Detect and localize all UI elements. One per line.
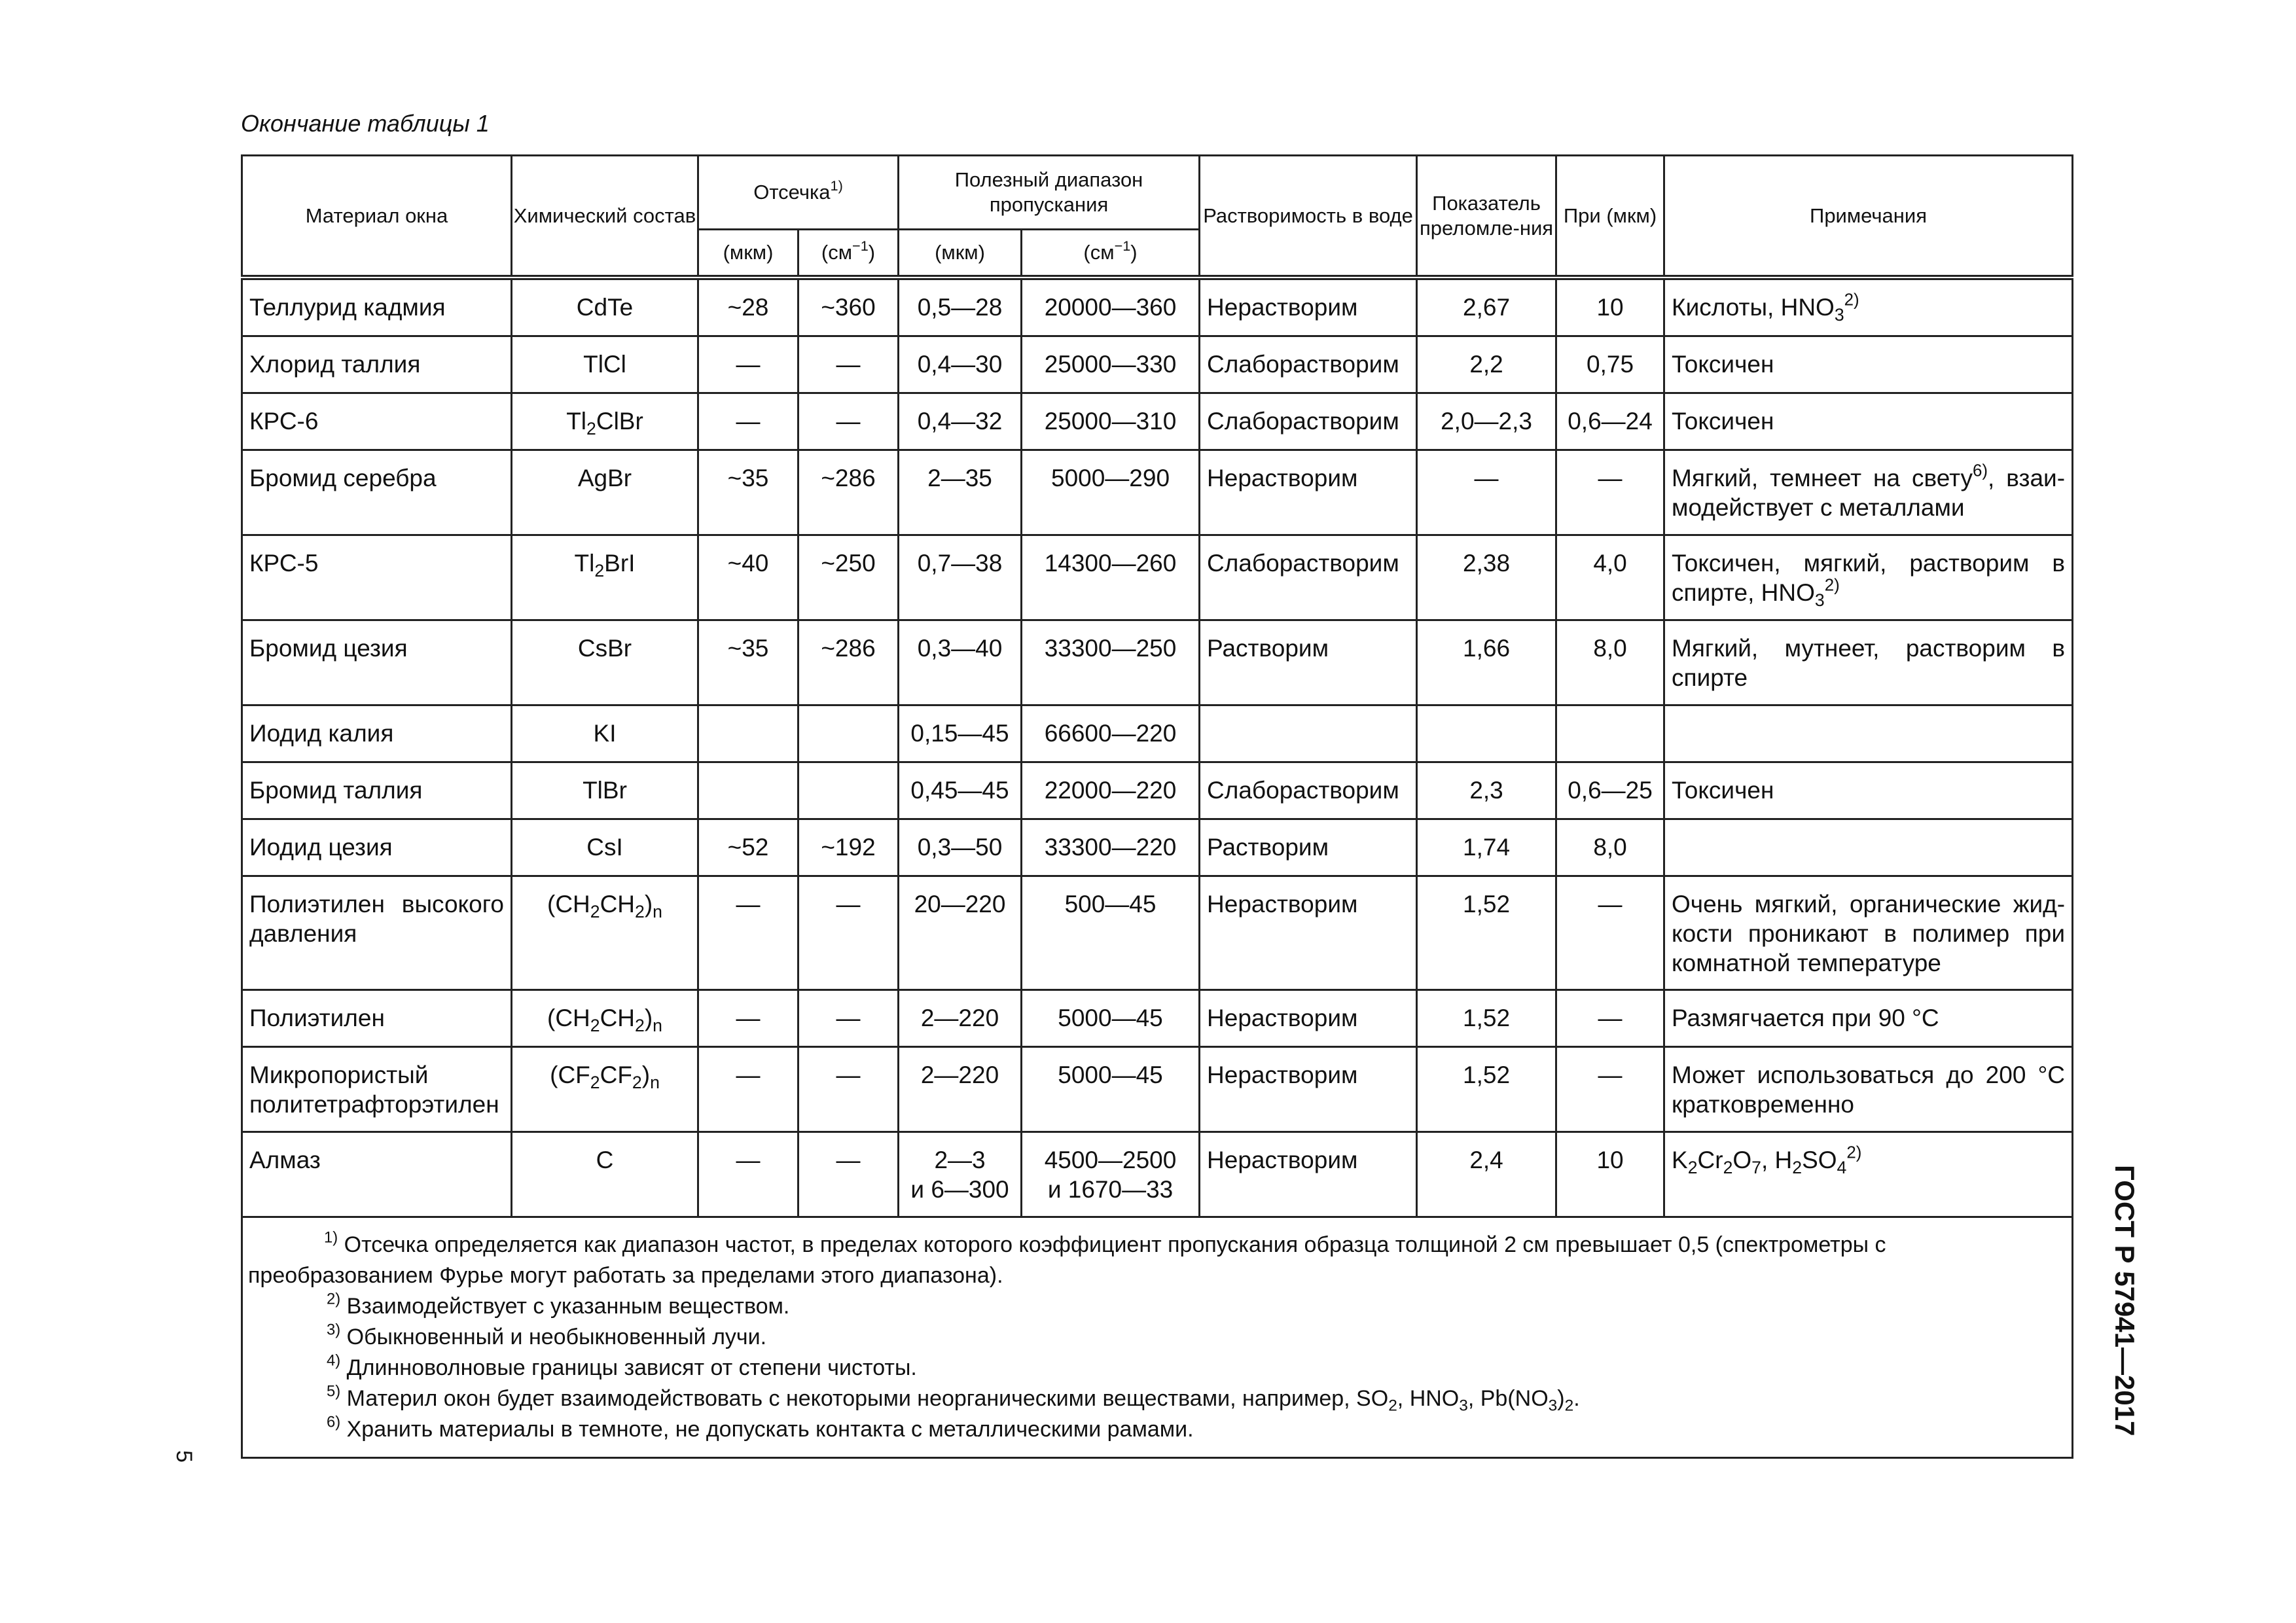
header-range-cm: $(см^{-1})$ — [1022, 230, 1200, 278]
table-row: Полиэтилен $(CH_2CH_2)_n$ — — 2—220 5000—45 Нерастворим 1,52 — Размягчается при 90 °С — [242, 990, 2073, 1047]
header-range-mkm: (мкм) — [899, 230, 1022, 278]
footnote-2: $^{2)}$ Взаимодействует с указанным веществом. — [327, 1290, 790, 1319]
header-cutoff: Отсечка$^{1)}$ — [698, 156, 899, 230]
table-row: Иодид калия KI 0,15—45 66600—220 — [242, 705, 2073, 762]
footnote-4: $^{4)}$ Длинноволновые границы зависят от степени чистоты. — [327, 1351, 917, 1380]
footnotes-row — [242, 1217, 2073, 1458]
table-row: Иодид цезия CsI ~52 ~192 0,3—50 33300—220 Растворим 1,74 8,0 — [242, 819, 2073, 876]
table-caption: Окончание таблицы 1 — [241, 110, 490, 137]
table-row: КРС-5 $Tl_2BrI$ ~40 ~250 0,7—38 14300—260 Слаборастворим 2,38 4,0 Токсичен, мягкий, растворим в спирте, $HNO_3^{2)}$ — [242, 535, 2073, 620]
footnotes — [242, 1217, 2073, 1458]
header-notes: Примечания — [1664, 156, 2073, 278]
table-row: Теллурид кадмия CdTe ~28 ~360 0,5—28 20000—360 Нерастворим 2,67 10 Кислоты, $HNO_3^{2)}$ — [242, 277, 2073, 336]
header-refr: Показатель преломле-ния — [1417, 156, 1556, 278]
table-row: Хлорид таллия TlCl — — 0,4—30 25000—330 Слаборастворим 2,2 0,75 Токсичен — [242, 336, 2073, 393]
footnote-1: $^{1)}$ Отсечка определяется как диапазон частот, в пределах которого коэффициент пропускания образца толщиной 2 см превышает 0,5 (спектрометры с преобразованием Фурье могут работать за пределами этого диапазона). — [248, 1228, 1886, 1288]
header-range: Полезный диапазон пропускания — [899, 156, 1200, 230]
footnote-5: $^{5)}$ Материл окон будет взаимодействовать с некоторыми неорганическими веществами, например, $SO_2$, $HNO_3$, $Pb(NO_3)_2$. — [327, 1382, 1580, 1415]
table-row: Бромид таллия TlBr 0,45—45 22000—220 Слаборастворим 2,3 0,6—25 Токсичен — [242, 762, 2073, 819]
header-chem: Химический состав — [512, 156, 698, 278]
header-at: При (мкм) — [1556, 156, 1664, 278]
header-material: Материал окна — [242, 156, 512, 278]
table-row: Бромид цезия CsBr ~35 ~286 0,3—40 33300—250 Растворим 1,66 8,0 Мягкий, мутнеет, растворим в спирте — [242, 620, 2073, 705]
header-cutoff-cm: $(см^{-1})$ — [798, 230, 899, 278]
footnote-3: $^{3)}$ Обыкновенный и необыкновенный лучи. — [327, 1321, 767, 1349]
page-number: 5 — [171, 1450, 196, 1463]
header-solubility: Растворимость в воде — [1200, 156, 1417, 278]
materials-table — [241, 154, 2072, 1459]
standard-designation: ГОСТ Р 57941—2017 — [2109, 1165, 2140, 1436]
table-row: Микропористый политетрафторэтилен $(CF_2CF_2)_n$ — — 2—220 5000—45 Нерастворим 1,52 — Может использоваться до 200 °С кратковременно — [242, 1047, 2073, 1132]
table-row: КРС-6 $Tl_2ClBr$ — — 0,4—32 25000—310 Слаборастворим 2,0—2,3 0,6—24 Токсичен — [242, 393, 2073, 450]
footnote-6: $^{6)}$ Хранить материалы в темноте, не допускать контакта с металлическими рамами. — [327, 1413, 1194, 1442]
table-row: Бромид серебра AgBr ~35 ~286 2—35 5000—290 Нерастворим — — Мягкий, темнеет на свету$^{6)}$, взаи-модействует с металлами — [242, 450, 2073, 535]
header-cutoff-mkm: (мкм) — [698, 230, 798, 278]
table-row: Алмаз C — — 2—3 и 6—300 4500—2500 и 1670—33 Нерастворим 2,4 10 $K_2Cr_2O_7$, $H_2SO_4^{2)}$ — [242, 1132, 2073, 1217]
table-row: Полиэтилен высокого давления $(CH_2CH_2)_n$ — — 20—220 500—45 Нерастворим 1,52 — Очень мягкий, органические жид-кости проникают в полимер при комнатной температуре — [242, 876, 2073, 990]
